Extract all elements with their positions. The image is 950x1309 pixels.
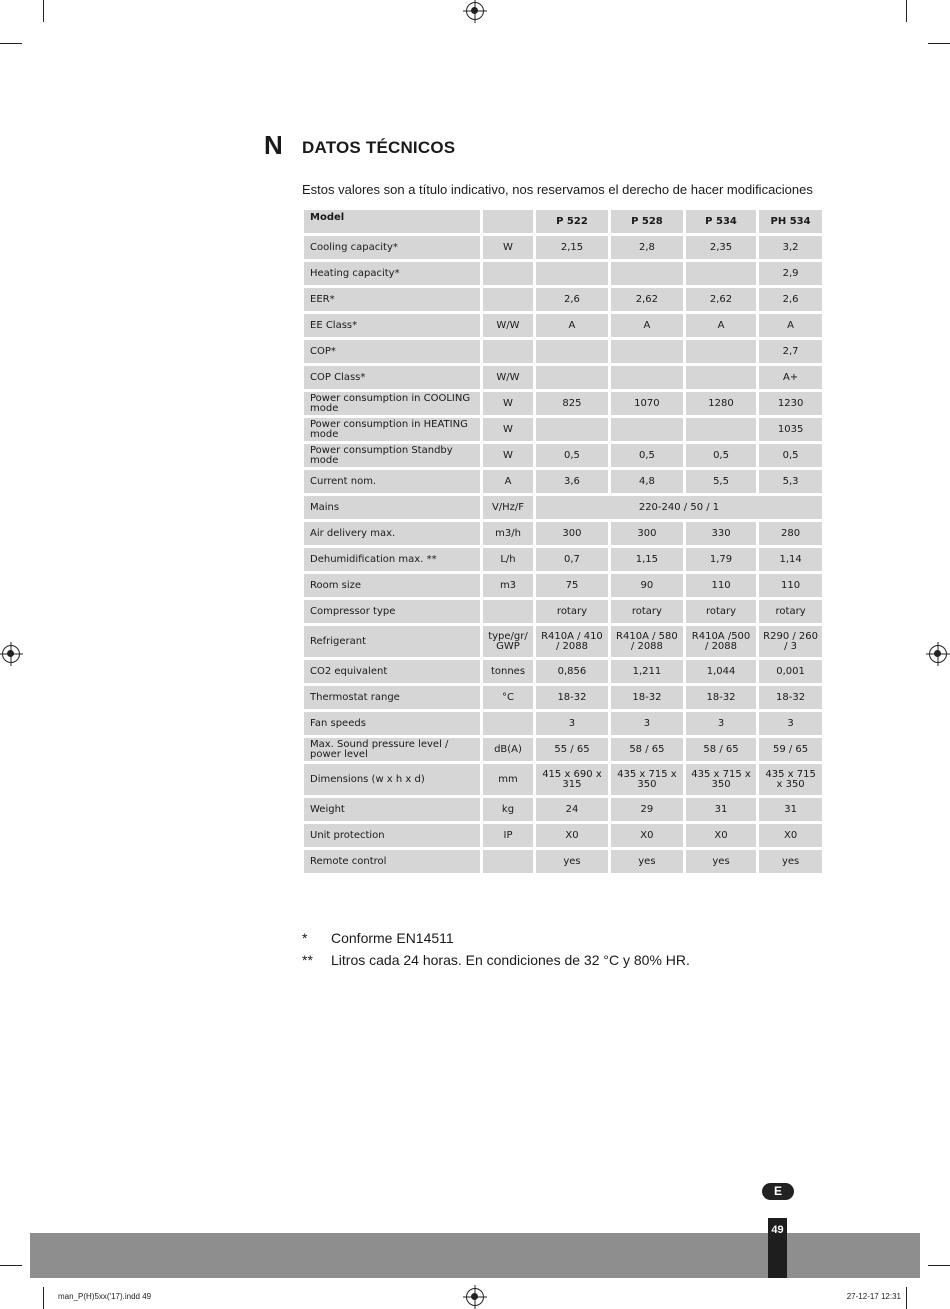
row-value: 110 (686, 574, 756, 597)
registration-mark-icon (2, 645, 20, 663)
row-value: 300 (611, 522, 683, 545)
row-value: A (686, 314, 756, 337)
row-value: A+ (759, 366, 822, 389)
table-row (304, 660, 822, 683)
technical-data-table (301, 207, 825, 876)
row-value (611, 418, 683, 441)
row-value: 2,7 (759, 340, 822, 363)
crop-mark (928, 1265, 950, 1266)
row-value: A (759, 314, 822, 337)
header-model: Model (304, 210, 480, 233)
table-row (304, 764, 822, 795)
table-header-row (304, 210, 822, 233)
row-unit: W (483, 418, 533, 441)
row-value: 1,044 (686, 660, 756, 683)
row-value: 55 / 65 (536, 738, 608, 761)
table-row (304, 418, 822, 441)
header-model-name: P 534 (686, 210, 756, 233)
row-label: Air delivery max. (304, 522, 480, 545)
row-value (536, 418, 608, 441)
row-value: 0,5 (611, 444, 683, 467)
header-model-name: P 522 (536, 210, 608, 233)
table-row (304, 444, 822, 467)
table-row (304, 738, 822, 761)
row-value: 5,5 (686, 470, 756, 493)
row-value: yes (686, 850, 756, 873)
row-value: R290 / 260 / 3 (759, 626, 822, 657)
row-label: Max. Sound pressure level / power level (304, 738, 480, 761)
date-slug: 27-12-17 12:31 (846, 1292, 901, 1301)
registration-mark-icon (466, 1288, 484, 1306)
row-unit: W (483, 236, 533, 259)
page-number: 49 (768, 1218, 787, 1278)
footnote-mark: * (302, 930, 308, 946)
row-value: 0,7 (536, 548, 608, 571)
row-value: 2,6 (759, 288, 822, 311)
header-unit (483, 210, 533, 233)
row-value: 330 (686, 522, 756, 545)
table-row (304, 850, 822, 873)
table-row (304, 392, 822, 415)
row-value: 58 / 65 (686, 738, 756, 761)
row-label: Remote control (304, 850, 480, 873)
row-value (686, 366, 756, 389)
row-value: 300 (536, 522, 608, 545)
table-row (304, 470, 822, 493)
row-value: 1,14 (759, 548, 822, 571)
table-row (304, 314, 822, 337)
row-value: R410A /500 / 2088 (686, 626, 756, 657)
row-value (536, 366, 608, 389)
row-label: CO2 equivalent (304, 660, 480, 683)
row-unit: dB(A) (483, 738, 533, 761)
table-row (304, 548, 822, 571)
row-label: EER* (304, 288, 480, 311)
page-title: DATOS TÉCNICOS (302, 138, 456, 157)
row-value (536, 262, 608, 285)
row-value (611, 366, 683, 389)
row-value: 0,5 (686, 444, 756, 467)
row-unit (483, 600, 533, 623)
row-label: Cooling capacity* (304, 236, 480, 259)
table-row (304, 288, 822, 311)
file-slug: man_P(H)5xx('17).indd 49 (58, 1292, 152, 1301)
row-value: rotary (536, 600, 608, 623)
crop-mark (928, 43, 950, 44)
table-row (304, 600, 822, 623)
row-label: Thermostat range (304, 686, 480, 709)
row-value: R410A / 580 / 2088 (611, 626, 683, 657)
row-value: 0,856 (536, 660, 608, 683)
footnote (302, 952, 690, 968)
row-label: Heating capacity* (304, 262, 480, 285)
row-value: 2,35 (686, 236, 756, 259)
row-label: Dehumidification max. ** (304, 548, 480, 571)
row-value: 435 x 715 x 350 (611, 764, 683, 795)
row-value: 2,6 (536, 288, 608, 311)
row-value: 3 (611, 712, 683, 735)
row-unit: W (483, 392, 533, 415)
row-value: 2,15 (536, 236, 608, 259)
row-value: 3,2 (759, 236, 822, 259)
crop-mark (43, 1287, 44, 1309)
row-unit: °C (483, 686, 533, 709)
footnote (302, 930, 690, 946)
row-unit: kg (483, 798, 533, 821)
row-value: A (611, 314, 683, 337)
row-value: 0,5 (759, 444, 822, 467)
row-value: 5,3 (759, 470, 822, 493)
row-value: 0,001 (759, 660, 822, 683)
row-value: X0 (536, 824, 608, 847)
row-label: EE Class* (304, 314, 480, 337)
row-value (686, 262, 756, 285)
row-value: yes (759, 850, 822, 873)
row-value: 29 (611, 798, 683, 821)
footnote-text: Conforme EN14511 (331, 930, 454, 946)
row-value: 2,8 (611, 236, 683, 259)
row-value (536, 340, 608, 363)
row-value: 435 x 715 x 350 (686, 764, 756, 795)
row-unit: W/W (483, 366, 533, 389)
row-value: 1230 (759, 392, 822, 415)
row-label: Unit protection (304, 824, 480, 847)
row-unit: V/Hz/F (483, 496, 533, 519)
footnote-mark: ** (302, 952, 313, 968)
table-row (304, 236, 822, 259)
row-value: 2,62 (611, 288, 683, 311)
row-value: 75 (536, 574, 608, 597)
row-value (611, 340, 683, 363)
row-unit (483, 262, 533, 285)
row-value: 1,15 (611, 548, 683, 571)
row-unit: IP (483, 824, 533, 847)
row-value: 110 (759, 574, 822, 597)
table-row (304, 712, 822, 735)
row-value: 1280 (686, 392, 756, 415)
table-row (304, 366, 822, 389)
row-unit: mm (483, 764, 533, 795)
row-value: 3 (536, 712, 608, 735)
row-unit (483, 340, 533, 363)
registration-mark-icon (466, 2, 484, 20)
table-row (304, 574, 822, 597)
row-value: 3,6 (536, 470, 608, 493)
intro-text: Estos valores son a título indicativo, nos reservamos el derecho de hacer modificaciones (302, 182, 813, 197)
row-label: Compressor type (304, 600, 480, 623)
footnotes (302, 930, 690, 974)
row-value (686, 340, 756, 363)
row-value: 415 x 690 x 315 (536, 764, 608, 795)
row-value: 31 (686, 798, 756, 821)
table-row (304, 340, 822, 363)
crop-mark (43, 0, 44, 22)
table-row (304, 824, 822, 847)
row-value: 18-32 (611, 686, 683, 709)
row-value: X0 (759, 824, 822, 847)
row-value: 1,211 (611, 660, 683, 683)
row-value: 1035 (759, 418, 822, 441)
row-value: 58 / 65 (611, 738, 683, 761)
row-label: Fan speeds (304, 712, 480, 735)
row-label: Room size (304, 574, 480, 597)
row-unit: tonnes (483, 660, 533, 683)
row-unit: type/gr/ GWP (483, 626, 533, 657)
table-row (304, 262, 822, 285)
row-unit: W/W (483, 314, 533, 337)
row-value: 435 x 715 x 350 (759, 764, 822, 795)
row-value: A (536, 314, 608, 337)
row-unit: A (483, 470, 533, 493)
row-label: Refrigerant (304, 626, 480, 657)
section-language-letter: N (264, 130, 283, 160)
table-row (304, 686, 822, 709)
row-unit (483, 712, 533, 735)
row-value: 1,79 (686, 548, 756, 571)
crop-mark (906, 0, 907, 22)
row-value: 220-240 / 50 / 1 (536, 496, 822, 519)
row-value: rotary (611, 600, 683, 623)
row-value: 280 (759, 522, 822, 545)
row-value: 2,9 (759, 262, 822, 285)
row-unit: W (483, 444, 533, 467)
row-label: COP* (304, 340, 480, 363)
crop-mark (906, 1287, 907, 1309)
row-unit: L/h (483, 548, 533, 571)
row-value: 3 (759, 712, 822, 735)
row-value: 825 (536, 392, 608, 415)
header-model-name: PH 534 (759, 210, 822, 233)
row-label: Mains (304, 496, 480, 519)
row-value (611, 262, 683, 285)
row-value: 4,8 (611, 470, 683, 493)
row-unit: m3 (483, 574, 533, 597)
row-value: 24 (536, 798, 608, 821)
row-value: 18-32 (536, 686, 608, 709)
row-label: COP Class* (304, 366, 480, 389)
footnote-text: Litros cada 24 horas. En condiciones de 32 °C y 80% HR. (331, 952, 690, 968)
row-value: 31 (759, 798, 822, 821)
registration-mark-icon (929, 645, 947, 663)
table-row (304, 626, 822, 657)
row-unit (483, 288, 533, 311)
row-value: yes (536, 850, 608, 873)
row-label: Weight (304, 798, 480, 821)
table-row (304, 522, 822, 545)
table-row (304, 798, 822, 821)
row-value: X0 (686, 824, 756, 847)
row-label: Power consumption in COOLING mode (304, 392, 480, 415)
row-label: Power consumption Standby mode (304, 444, 480, 467)
row-value: X0 (611, 824, 683, 847)
crop-mark (0, 1265, 22, 1266)
row-value: 3 (686, 712, 756, 735)
row-value: rotary (686, 600, 756, 623)
row-value: 18-32 (759, 686, 822, 709)
row-value: 0,5 (536, 444, 608, 467)
row-value: 18-32 (686, 686, 756, 709)
row-value (686, 418, 756, 441)
row-value: yes (611, 850, 683, 873)
header-model-name: P 528 (611, 210, 683, 233)
row-label: Current nom. (304, 470, 480, 493)
table-row (304, 496, 822, 519)
language-badge: E (762, 1183, 794, 1200)
row-unit: m3/h (483, 522, 533, 545)
row-value: 2,62 (686, 288, 756, 311)
row-value: rotary (759, 600, 822, 623)
row-value: R410A / 410 / 2088 (536, 626, 608, 657)
row-value: 59 / 65 (759, 738, 822, 761)
crop-mark (0, 43, 22, 44)
row-label: Dimensions (w x h x d) (304, 764, 480, 795)
row-value: 1070 (611, 392, 683, 415)
row-value: 90 (611, 574, 683, 597)
row-label: Power consumption in HEATING mode (304, 418, 480, 441)
row-unit (483, 850, 533, 873)
